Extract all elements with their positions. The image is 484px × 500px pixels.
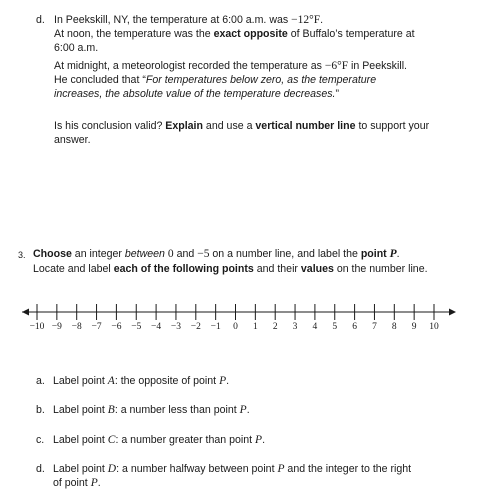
part-d-line-4: At midnight, a meteorologist recorded the temperature as −6°F in Peekskill. (54, 60, 407, 72)
item-marker: c. (36, 434, 45, 446)
item-text: Label point C: a number greater than point P. (53, 434, 266, 446)
tick-label: −1 (210, 322, 221, 332)
part-d-marker: d. (36, 14, 45, 26)
tick-label: 5 (332, 322, 338, 332)
point-p-symbol: P (389, 248, 397, 260)
number-line-ticks (37, 304, 434, 320)
tick-label: −5 (131, 322, 142, 332)
problem-3-marker: 3. (18, 250, 26, 260)
tick-label: 4 (312, 322, 318, 332)
tick-label: −7 (91, 322, 102, 332)
tick-label: −9 (51, 322, 62, 332)
tick-label: 10 (429, 322, 439, 332)
item-marker: b. (36, 404, 45, 416)
part-d-line-8: answer. (54, 134, 91, 146)
tick-label: 3 (292, 322, 298, 332)
left-arrow-icon (22, 309, 29, 316)
problem-3-line-2: Locate and label each of the following points and their values on the number line. (33, 263, 428, 275)
temp-value-minus-6: −6°F (324, 60, 349, 72)
item-text: Label point A: the opposite of point P. (53, 375, 230, 387)
part-d-line-1: In Peekskill, NY, the temperature at 6:00 a.m. was −12°F. (54, 14, 324, 26)
tick-label: 9 (411, 322, 417, 332)
right-arrow-icon (449, 309, 456, 316)
item-marker: a. (36, 375, 45, 387)
tick-label: 7 (372, 322, 377, 332)
tick-label: −3 (170, 322, 181, 332)
number-line (0, 300, 484, 322)
item-text: Label point B: a number less than point P. (53, 404, 250, 416)
item-d-line-2: of point P. (53, 477, 101, 489)
part-d-line-7: Is his conclusion valid? Explain and use a vertical number line to support your (54, 120, 430, 132)
tick-label: 1 (252, 322, 258, 332)
item-d-line-1: Label point D: a number halfway between point P and the integer to the right (53, 463, 412, 475)
item-d-marker: d. (36, 463, 45, 475)
part-d-line-5: He concluded that “For temperatures below zero, as the temperature (54, 74, 377, 86)
part-d-line-2: At noon, the temperature was the exact opposite of Buffalo’s temperature at (54, 28, 415, 40)
tick-label: −2 (190, 322, 201, 332)
tick-label: 6 (352, 322, 357, 332)
temp-value-minus-12: −12°F (291, 14, 321, 26)
tick-label: −4 (151, 322, 162, 332)
part-d-line-3: 6:00 a.m. (54, 42, 99, 54)
tick-label: 2 (272, 322, 278, 332)
tick-label: 0 (233, 322, 238, 332)
tick-label: −8 (71, 322, 82, 332)
problem-3-line-1: Choose an integer between 0 and −5 on a number line, and label the point P. (33, 248, 400, 260)
tick-label: 8 (391, 322, 397, 332)
tick-label: −10 (29, 322, 45, 332)
tick-label: −6 (111, 322, 122, 332)
part-d-line-6: increases, the absolute value of the temperature decreases.” (54, 88, 340, 100)
